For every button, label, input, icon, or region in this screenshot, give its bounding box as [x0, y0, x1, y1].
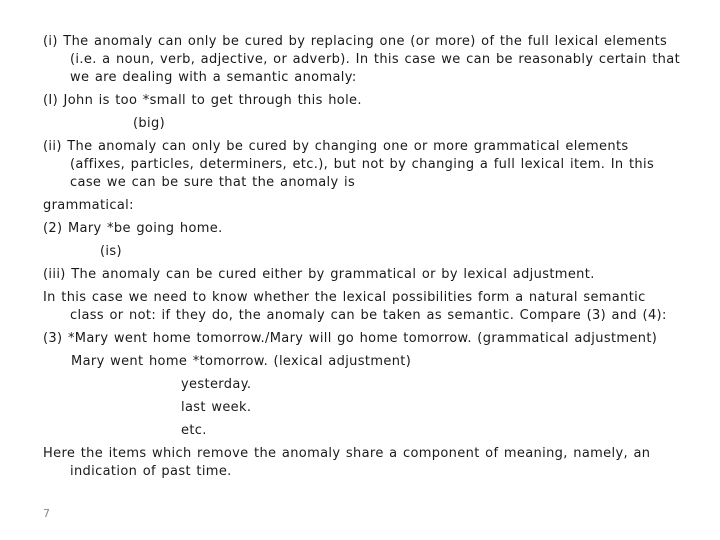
example-4: Mary went home *tomorrow. (lexical adjustment)	[71, 354, 412, 369]
example-3: (3) *Mary went home tomorrow./Mary will go home tomorrow. (grammatical adjustment)	[43, 331, 658, 346]
paragraph-criterion-i: (i) The anomaly can only be cured by replacing one (or more) of the full lexical elements (i.e. a noun, verb, adjective, or adverb). In this case we can be reasonably certain that we are dealing with a semantic anomaly:	[43, 34, 681, 85]
example-2-correction: (is)	[100, 244, 122, 259]
slide-body	[43, 33, 683, 486]
paragraph-criterion-ii: (ii) The anomaly can only be cured by changing one or more grammatical elements (affixes, particles, determiners, etc.), but not by changing a full lexical item. In this case we can be sure that the anomaly is	[43, 139, 655, 190]
paragraph-conclusion: Here the items which remove the anomaly share a component of meaning, namely, an indication of past time.	[43, 446, 651, 479]
paragraph-criterion-iii: (iii) The anomaly can be cured either by grammatical or by lexical adjustment.	[43, 267, 595, 282]
example-2: (2) Mary *be going home.	[43, 221, 223, 236]
paragraph-grammatical-label: grammatical:	[43, 198, 134, 213]
example-4-alt-yesterday: yesterday.	[181, 377, 252, 392]
paragraph-semantic-class: In this case we need to know whether the lexical possibilities form a natural semantic class or not: if they do, the anomaly can be taken as semantic. Compare (3) and (4):	[43, 290, 667, 323]
example-1: (I) John is too *small to get through this hole.	[43, 93, 362, 108]
example-4-alt-last-week: last week.	[181, 400, 252, 415]
example-4-alt-etc: etc.	[181, 423, 207, 438]
example-1-correction: (big)	[133, 116, 166, 131]
page-number: 7	[43, 507, 50, 520]
